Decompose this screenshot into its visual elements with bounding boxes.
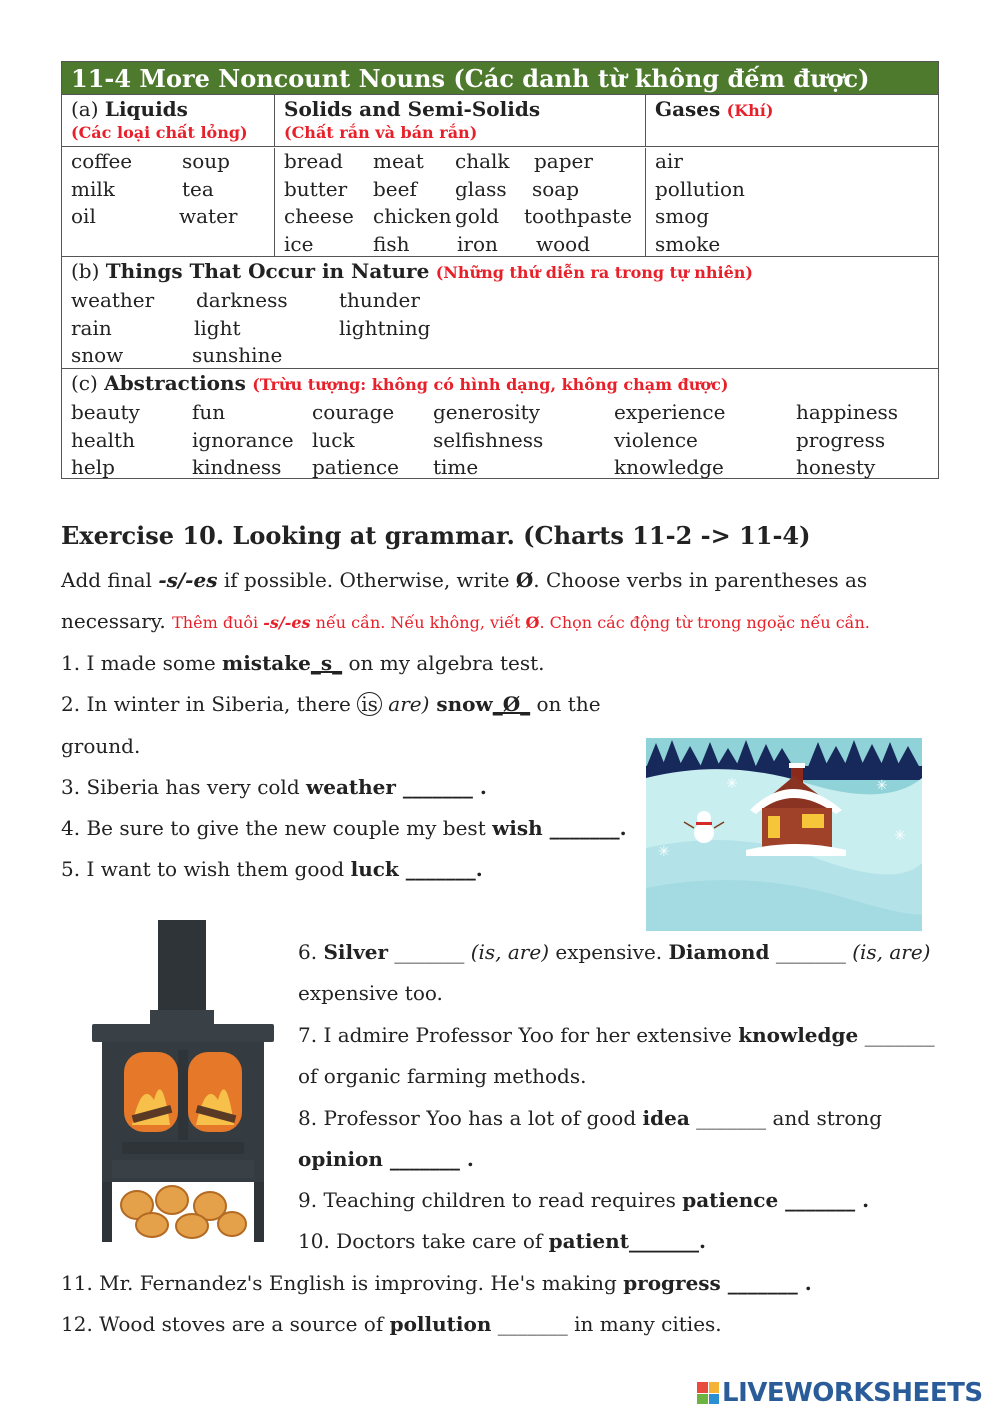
word: snow bbox=[71, 343, 124, 367]
word: ice bbox=[284, 231, 314, 256]
snowy-house-illustration bbox=[646, 738, 922, 931]
word: chalk bbox=[455, 149, 510, 173]
word: coffee bbox=[71, 149, 133, 173]
word: kindness bbox=[192, 455, 282, 479]
question-1: 1. I made some mistake_s_ on my algebra test. bbox=[61, 651, 545, 675]
instructions-line-1: Add final -s/-es if possible. Otherwise, write Ø. Choose verbs in parentheses as bbox=[61, 568, 868, 592]
svg-text:✳: ✳ bbox=[876, 778, 888, 794]
word: smoke bbox=[655, 231, 721, 256]
word: weather bbox=[71, 288, 155, 312]
word: air bbox=[655, 149, 683, 173]
noncount-nouns-chart bbox=[61, 61, 939, 479]
answer-blank[interactable]: _______ and strong bbox=[689, 1106, 883, 1130]
solids-list bbox=[275, 148, 646, 256]
question-11: 11. Mr. Fernandez's English is improving. He's making progress _______ . bbox=[61, 1271, 812, 1295]
question-8: 8. Professor Yoo has a lot of good idea _______ and strong bbox=[298, 1106, 883, 1130]
svg-text:✳: ✳ bbox=[894, 828, 906, 844]
question-2: 2. In winter in Siberia, there is are) snow_Ø_ on the bbox=[61, 692, 601, 716]
word: beef bbox=[373, 176, 417, 201]
word: wood bbox=[536, 231, 591, 256]
word: fish bbox=[373, 231, 410, 256]
solids-heading-cell: Solids and Semi-Solids (Chất rắn và bán rắn) bbox=[275, 95, 646, 146]
circled-choice[interactable]: is bbox=[357, 692, 382, 716]
svg-text:✳: ✳ bbox=[658, 844, 670, 860]
question-7-continued: of organic farming methods. bbox=[298, 1064, 587, 1088]
question-3: 3. Siberia has very cold weather _______ . bbox=[61, 775, 487, 799]
word: ignorance bbox=[192, 427, 294, 452]
answer-blank[interactable]: _______ . bbox=[395, 775, 487, 799]
liquids-list bbox=[62, 148, 275, 256]
answer-blank[interactable]: _______ bbox=[769, 940, 853, 964]
word: courage bbox=[312, 400, 395, 424]
word: soap bbox=[532, 176, 580, 201]
word: honesty bbox=[796, 455, 876, 479]
question-7: 7. I admire Professor Yoo for her extensive knowledge _______ bbox=[298, 1023, 935, 1047]
word: pollution bbox=[655, 176, 745, 201]
answer-blank[interactable]: _Ø_ bbox=[492, 692, 531, 716]
question-5: 5. I want to wish them good luck _______. bbox=[61, 857, 483, 881]
word: fun bbox=[192, 400, 226, 424]
question-12: 12. Wood stoves are a source of pollution _______ in many cities. bbox=[61, 1312, 722, 1336]
word: knowledge bbox=[614, 455, 724, 479]
word: sunshine bbox=[192, 343, 283, 367]
word: light bbox=[194, 315, 241, 340]
liquids-heading-cell: (a) Liquids (Các loại chất lỏng) bbox=[62, 95, 275, 146]
word: milk bbox=[71, 176, 115, 201]
nature-section: (b) Things That Occur in Nature (Những thứ diễn ra trong tự nhiên) weather darkness thunder rain light lightning snow sunshine bbox=[62, 257, 938, 369]
answer-blank[interactable]: _s_ bbox=[310, 651, 343, 675]
answer-blank[interactable]: _______. bbox=[542, 816, 627, 840]
question-10: 10. Doctors take care of patient_______. bbox=[298, 1229, 706, 1253]
word: smog bbox=[655, 204, 710, 228]
word: selfishness bbox=[433, 427, 544, 452]
chart-header: 11-4 More Noncount Nouns (Các danh từ không đếm được) bbox=[62, 62, 938, 95]
word: cheese bbox=[284, 204, 354, 228]
word: lightning bbox=[339, 315, 431, 340]
word: health bbox=[71, 427, 135, 452]
word: rain bbox=[71, 315, 112, 340]
word: bread bbox=[284, 149, 343, 173]
chart-words-row bbox=[62, 147, 938, 257]
question-4: 4. Be sure to give the new couple my best wish _______. bbox=[61, 816, 627, 840]
word: toothpaste bbox=[524, 204, 632, 228]
word: meat bbox=[373, 149, 424, 173]
answer-blank[interactable]: _______ . bbox=[720, 1271, 812, 1295]
question-6: 6. Silver _______ (is, are) expensive. Diamond _______ (is, are) bbox=[298, 940, 931, 964]
gases-heading-cell: Gases (Khí) bbox=[655, 97, 774, 121]
word: time bbox=[433, 455, 479, 479]
gases-list bbox=[646, 148, 938, 256]
word: experience bbox=[614, 400, 726, 424]
answer-blank[interactable]: _______ . bbox=[382, 1147, 474, 1171]
word: tea bbox=[182, 176, 214, 201]
word: oil bbox=[71, 204, 96, 228]
logo-mark-icon bbox=[697, 1382, 719, 1404]
word: patience bbox=[312, 455, 399, 479]
answer-blank[interactable]: _______. bbox=[628, 1229, 706, 1253]
answer-blank[interactable]: _______ bbox=[387, 940, 471, 964]
word: iron bbox=[457, 231, 498, 256]
logo-text: LIVEWORKSHEETS bbox=[722, 1378, 983, 1408]
word: water bbox=[179, 204, 238, 228]
answer-blank[interactable]: _______ . bbox=[778, 1188, 870, 1212]
word: butter bbox=[284, 176, 348, 201]
chart-category-row bbox=[62, 95, 938, 147]
answer-blank[interactable]: _______ bbox=[858, 1023, 935, 1047]
svg-text:✳: ✳ bbox=[726, 776, 738, 792]
word: happiness bbox=[796, 400, 899, 424]
word: help bbox=[71, 455, 115, 479]
word: generosity bbox=[433, 400, 540, 424]
abstractions-section: (c) Abstractions (Trừu tượng: không có hình dạng, không chạm được) beauty fun courage generosity experience happiness health ignorance luck selfishness violence progress help kindness patience time knowledge honesty bbox=[71, 371, 899, 479]
word: luck bbox=[312, 427, 355, 452]
word: soup bbox=[182, 149, 230, 173]
word: gold bbox=[455, 204, 500, 228]
word: progress bbox=[796, 427, 886, 452]
answer-blank[interactable]: _______ in many cities. bbox=[491, 1312, 722, 1336]
word: thunder bbox=[339, 288, 420, 312]
word: violence bbox=[614, 427, 698, 452]
question-9: 9. Teaching children to read requires patience _______ . bbox=[298, 1188, 870, 1212]
question-8-continued: opinion _______ . bbox=[298, 1147, 474, 1171]
word: paper bbox=[534, 149, 593, 173]
word: chicken bbox=[373, 204, 452, 228]
word: darkness bbox=[196, 288, 288, 312]
instructions-line-2: necessary. Thêm đuôi -s/-es nếu cần. Nếu không, viết Ø. Chọn các động từ trong ngoặc nếu cần. bbox=[61, 609, 870, 633]
answer-blank[interactable]: _______. bbox=[398, 857, 483, 881]
exercise-title: Exercise 10. Looking at grammar. (Charts 11-2 -> 11-4) bbox=[61, 521, 811, 550]
question-6-continued: expensive too. bbox=[298, 981, 443, 1005]
word: glass bbox=[455, 176, 507, 201]
wood-stove-illustration bbox=[92, 920, 274, 1245]
question-2-continued: ground. bbox=[61, 734, 141, 758]
liveworksheets-logo[interactable] bbox=[697, 1378, 983, 1408]
word: beauty bbox=[71, 400, 140, 424]
